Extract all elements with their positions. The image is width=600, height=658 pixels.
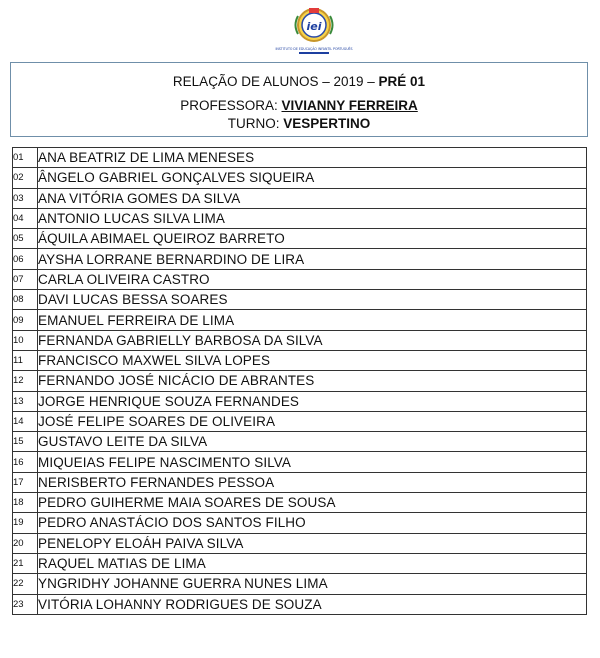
list-title-prefix: RELAÇÃO DE ALUNOS – 2019 – — [172, 74, 379, 89]
student-name: DAVI LUCAS BESSA SOARES — [38, 290, 587, 310]
student-row — [13, 168, 587, 188]
student-name: ANTONIO LUCAS SILVA LIMA — [38, 208, 587, 228]
student-row — [13, 452, 587, 472]
document-header — [10, 62, 588, 137]
teacher-label: PROFESSORA: — [180, 98, 282, 113]
student-name: ANA VITÓRIA GOMES DA SILVA — [38, 188, 587, 208]
student-number: 23 — [13, 594, 38, 614]
student-number: 14 — [13, 411, 38, 431]
student-name: CARLA OLIVEIRA CASTRO — [38, 269, 587, 289]
student-name: EMANUEL FERREIRA DE LIMA — [38, 310, 587, 330]
student-number: 13 — [13, 391, 38, 411]
student-row — [13, 472, 587, 492]
student-name: NERISBERTO FERNANDES PESSOA — [38, 472, 587, 492]
student-row — [13, 330, 587, 350]
student-name: PENELOPY ELOÁH PAIVA SILVA — [38, 533, 587, 553]
student-name: ÂNGELO GABRIEL GONÇALVES SIQUEIRA — [38, 168, 587, 188]
student-number: 04 — [13, 208, 38, 228]
student-name: VITÓRIA LOHANNY RODRIGUES DE SOUZA — [38, 594, 587, 614]
student-name: MIQUEIAS FELIPE NASCIMENTO SILVA — [38, 452, 587, 472]
student-number: 02 — [13, 168, 38, 188]
school-logo — [275, 6, 353, 58]
student-number: 20 — [13, 533, 38, 553]
logo-caption: INSTITUTO DE EDUCAÇÃO INFANTIL PORTUGUÊS — [275, 47, 353, 51]
student-name: YNGRIDHY JOHANNE GUERRA NUNES LIMA — [38, 574, 587, 594]
student-name: JOSÉ FELIPE SOARES DE OLIVEIRA — [38, 411, 587, 431]
student-name: JORGE HENRIQUE SOUZA FERNANDES — [38, 391, 587, 411]
logo-underline — [299, 52, 329, 54]
student-number: 06 — [13, 249, 38, 269]
teacher-line — [11, 98, 587, 113]
student-row — [13, 350, 587, 370]
student-number: 09 — [13, 310, 38, 330]
student-row — [13, 208, 587, 228]
student-number: 18 — [13, 493, 38, 513]
student-number: 10 — [13, 330, 38, 350]
student-table-body — [13, 148, 587, 615]
student-name: PEDRO GUIHERME MAIA SOARES DE SOUSA — [38, 493, 587, 513]
student-number: 17 — [13, 472, 38, 492]
student-row — [13, 513, 587, 533]
student-row — [13, 411, 587, 431]
student-row — [13, 533, 587, 553]
student-row — [13, 553, 587, 573]
shift-line — [11, 116, 587, 131]
student-number: 11 — [13, 350, 38, 370]
student-name: RAQUEL MATIAS DE LIMA — [38, 553, 587, 573]
student-name: ANA BEATRIZ DE LIMA MENESES — [38, 148, 587, 168]
student-number: 05 — [13, 229, 38, 249]
student-row — [13, 188, 587, 208]
student-name: PEDRO ANASTÁCIO DOS SANTOS FILHO — [38, 513, 587, 533]
student-row — [13, 148, 587, 168]
student-number: 22 — [13, 574, 38, 594]
student-row — [13, 594, 587, 614]
student-row — [13, 432, 587, 452]
student-row — [13, 229, 587, 249]
student-name: GUSTAVO LEITE DA SILVA — [38, 432, 587, 452]
student-row — [13, 290, 587, 310]
student-row — [13, 249, 587, 269]
student-number: 03 — [13, 188, 38, 208]
student-table — [12, 147, 587, 615]
student-number: 12 — [13, 371, 38, 391]
student-number: 15 — [13, 432, 38, 452]
student-number: 16 — [13, 452, 38, 472]
student-row — [13, 310, 587, 330]
student-number: 08 — [13, 290, 38, 310]
student-name: FRANCISCO MAXWEL SILVA LOPES — [38, 350, 587, 370]
shift-value: VESPERTINO — [283, 116, 371, 131]
class-name: PRÉ 01 — [378, 74, 426, 89]
student-number: 07 — [13, 269, 38, 289]
student-name: AYSHA LORRANE BERNARDINO DE LIRA — [38, 249, 587, 269]
shift-label: TURNO: — [227, 116, 284, 131]
student-name: FERNANDA GABRIELLY BARBOSA DA SILVA — [38, 330, 587, 350]
student-row — [13, 269, 587, 289]
student-row — [13, 493, 587, 513]
student-row — [13, 391, 587, 411]
student-row — [13, 371, 587, 391]
logo-abbr: iei — [306, 20, 322, 33]
student-number: 01 — [13, 148, 38, 168]
list-title — [11, 74, 587, 89]
student-number: 19 — [13, 513, 38, 533]
student-name: ÁQUILA ABIMAEL QUEIROZ BARRETO — [38, 229, 587, 249]
student-name: FERNANDO JOSÉ NICÁCIO DE ABRANTES — [38, 371, 587, 391]
student-number: 21 — [13, 553, 38, 573]
student-row — [13, 574, 587, 594]
teacher-name: VIVIANNY FERREIRA — [281, 98, 418, 113]
